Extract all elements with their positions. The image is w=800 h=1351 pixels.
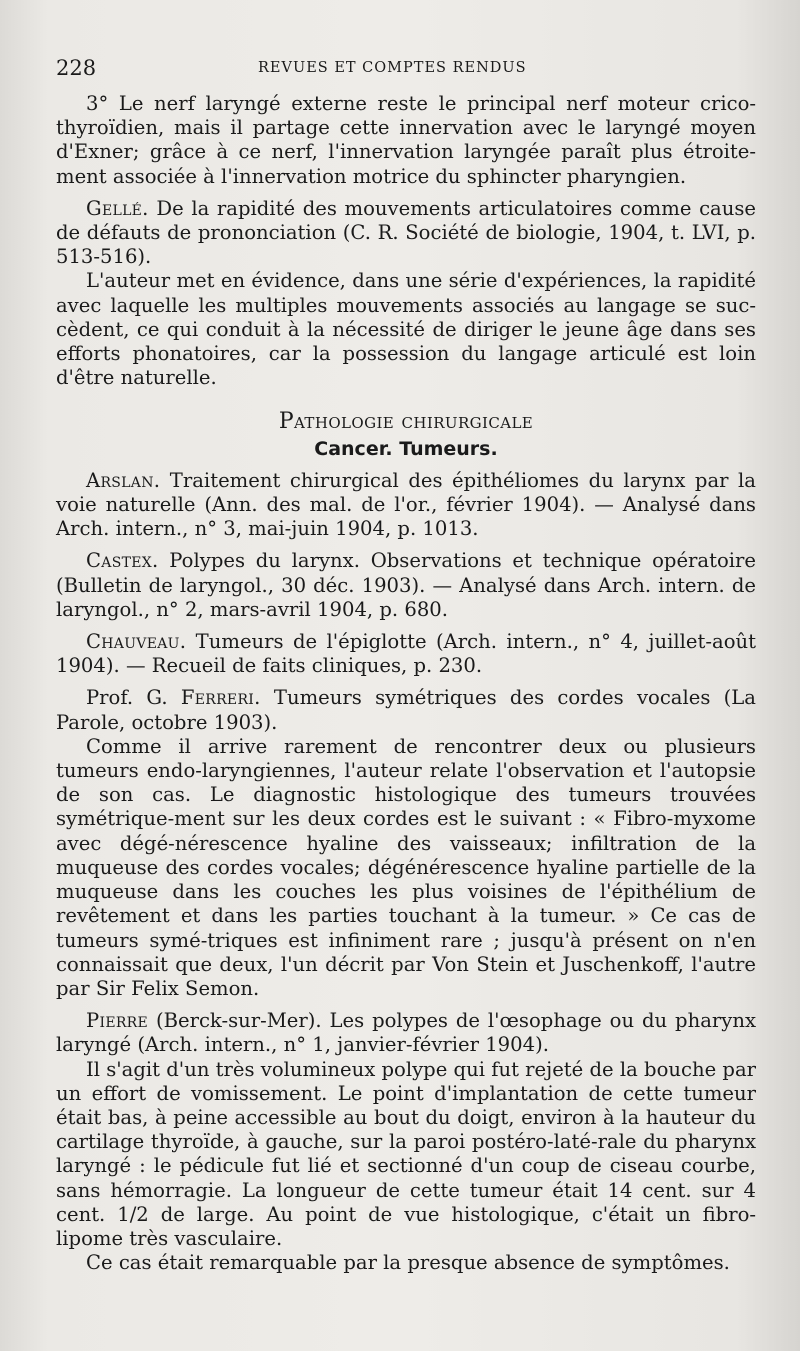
entry-castex — [56, 549, 756, 622]
ref-ferreri: Tumeurs symétriques des cordes vocales (La Parole, octobre 1903). — [56, 686, 756, 734]
paragraph-ferreri-body: Comme il arrive rarement de rencontrer deux ou plusieurs tumeurs endo-laryngiennes, l'auteur relate l'observation et l'autopsie de son cas. Le diagnostic histologique des tumeurs trouvées symétrique-ment sur les deux cordes est le suivant : « Fibro-myxome avec dégé-nérescence hyaline des vaisseaux; infiltration de la muqueuse des cordes vocales; dégénérescence hyaline partielle de la muqueuse dans les couches les plus voisines de l'épithélium de revêtement et dans les parties touchant à la tumeur. » Ce cas de tumeurs symé-triques est infiniment rare ; jusqu'à présent on n'en connaissait que deux, l'un décrit par Von Stein et Juschenkoff, l'autre par Sir Felix Semon. — [56, 734, 756, 1000]
entry-gelle — [56, 197, 756, 270]
entry-pierre — [56, 1009, 756, 1057]
running-head — [56, 52, 756, 92]
ref-chauveau: Tumeurs de l'épiglotte (Arch. intern., n° 4, juillet-août 1904). — Recueil de faits cliniques, p. 230. — [56, 630, 756, 678]
author-arslan: Arslan. — [86, 468, 161, 492]
paragraph-gelle-body: L'auteur met en évidence, dans une série d'expériences, la rapidité avec laquelle les multiples mouvements associés au langage se suc-cèdent, ce qui conduit à la nécessité de diriger le jeune âge dans ses efforts phonatoires, car la possession du langage articulé est loin d'être naturelle. — [56, 269, 756, 390]
entry-arslan — [56, 469, 756, 542]
subsection-title: Cancer. Tumeurs. — [314, 437, 498, 460]
author-pierre: Pierre — [86, 1009, 149, 1033]
prefix-ferreri: Prof. G. — [86, 686, 181, 710]
ref-gelle: De la rapidité des mouvements articulatoires comme cause de défauts de prononciation (C. R. Société de biologie, 1904, t. LVI, p. 513-516). — [56, 196, 756, 269]
ref-castex: Polypes du larynx. Observations et technique opératoire (Bulletin de laryngol., 30 déc. 1903). — Analysé dans Arch. intern. de laryngol., n° 2, mars-avril 1904, p. 680. — [56, 549, 756, 621]
ref-pierre: (Berck-sur-Mer). Les polypes de l'œsophage ou du pharynx laryngé (Arch. intern., n° 1, janvier-février 1904). — [56, 1009, 756, 1057]
paragraph-pierre-conclusion: Ce cas était remarquable par la presque absence de symptômes. — [86, 1251, 730, 1275]
section-title: Pathologie chirurgicale — [278, 409, 534, 435]
author-ferreri: Ferreri. — [180, 686, 261, 710]
author-gelle: Gellé. — [86, 196, 149, 220]
page-text — [56, 92, 756, 1275]
page-number: 228 — [56, 56, 97, 80]
running-title: REVUES ET COMPTES RENDUS — [258, 60, 527, 76]
entry-ferreri — [56, 686, 756, 734]
author-chauveau: Chauveau. — [86, 630, 187, 654]
author-castex: Castex. — [86, 549, 159, 573]
entry-chauveau — [56, 630, 756, 678]
paragraph-pierre-body: Il s'agit d'un très volumineux polype qui fut rejeté de la bouche par un effort de vomissement. Le point d'implantation de cette tumeur était bas, à peine accessible au bout du doigt, environ à la hauteur du cartilage thyroïde, à gauche, sur la paroi postéro-laté-rale du pharynx laryngé : le pédicule fut lié et sectionné d'un coup de ciseau courbe, sans hémorragie. La longueur de cette tumeur était 14 cent. sur 4 cent. 1/2 de large. Au point de vue histologique, c'était un fibro-lipome très vasculaire. — [56, 1057, 757, 1250]
paragraph-nerf-larynge: 3° Le nerf laryngé externe reste le principal nerf moteur crico-thyroïdien, mais il partage cette innervation avec le laryngé moyen d'Exner; grâce à ce nerf, l'innervation laryngée paraît plus étroite-ment associée à l'innervation motrice du sphincter pharyngien. — [56, 92, 756, 188]
ref-arslan: Traitement chirurgical des épithéliomes du larynx par la voie naturelle (Ann. des mal. de l'or., février 1904). — Analysé dans Arch. intern., n° 3, mai-juin 1904, p. 1013. — [56, 468, 756, 541]
